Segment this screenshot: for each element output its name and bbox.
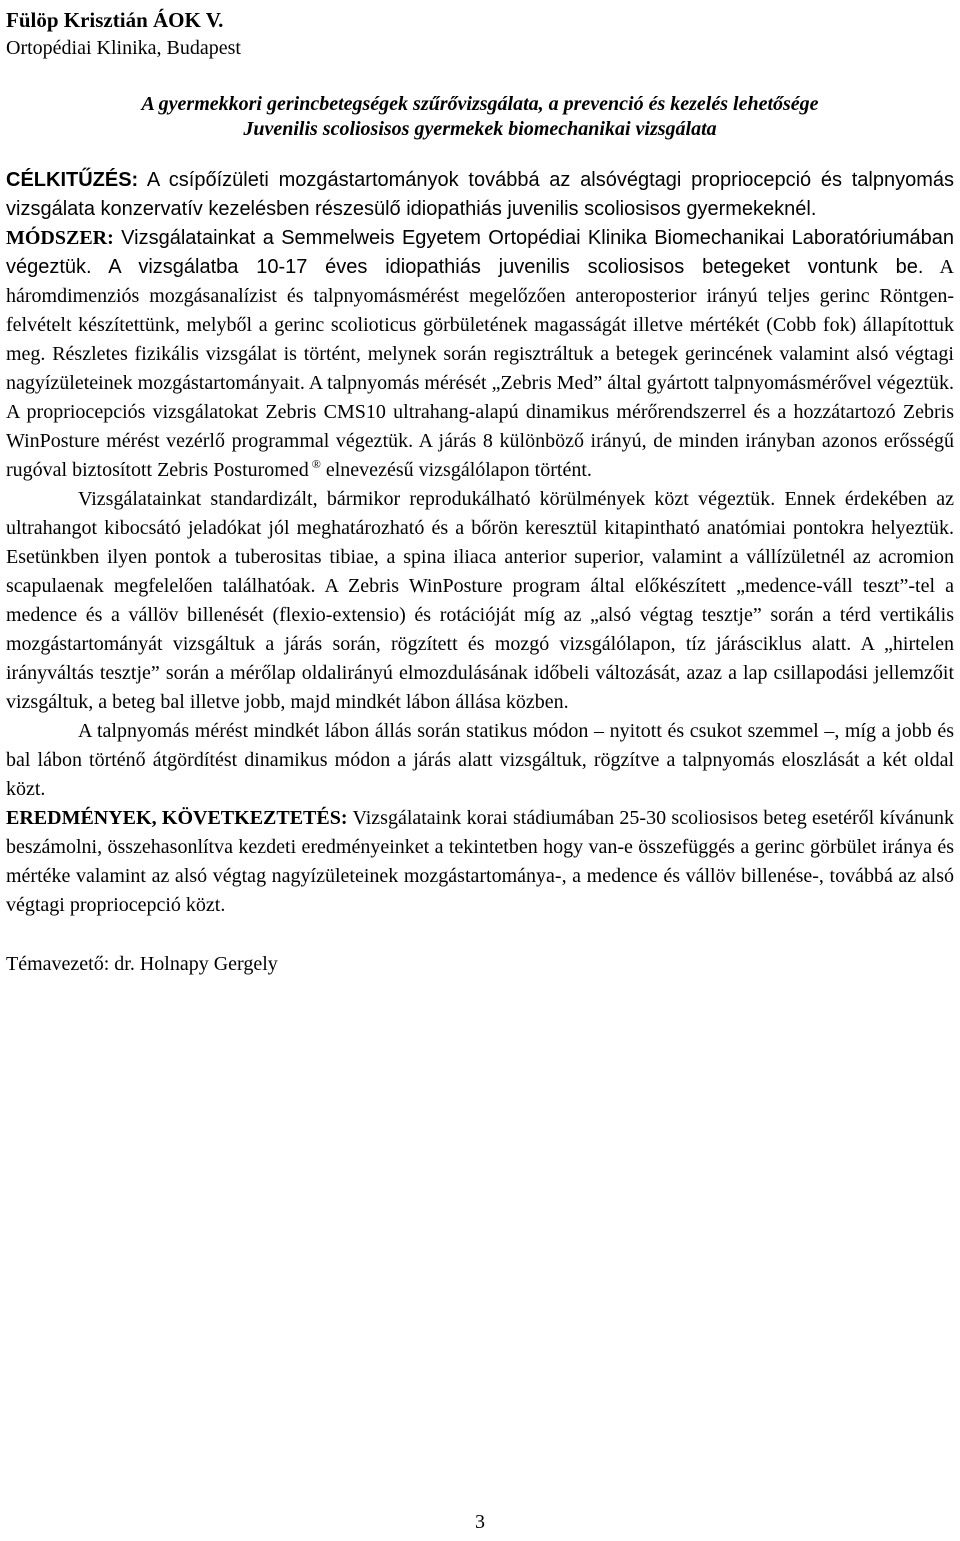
aim-paragraph — [6, 166, 954, 224]
results-paragraph — [6, 804, 954, 920]
title-block — [6, 92, 954, 142]
standardization-paragraph: Vizsgálatainkat standardizált, bármikor reprodukálható körülmények közt végeztük. Ennek érdekében az ultrahangot kibocsátó jeladókat jól meghatározható és a bőrön keresztül kitapintható anatómiai pontokra helyeztük. Esetünkben ilyen pontok a tuberositas tibiae, a spina iliaca anterior superior, valamint a vállízületnél az acromion scapulaenak megfelelően találhatóak. A Zebris WinPosture program által előkészített „medence-váll teszt”-tel a medence és a vállöv billenését (flexio-extensio) és rotációját míg az „alsó végtag tesztje” során a térd vertikális mozgástartományát vizsgáltuk a járás során, rögzített és mozgó vizsgálólapon, tíz járásciklus alatt. A „hirtelen irányváltás tesztje” során a mérőlap oldalirányú elmozdulásának időbeli változását, azaz a lap csillapodási jellemzőit vizsgáltuk, a beteg bal illetve jobb, majd mindkét lábon állása közben. — [6, 488, 954, 713]
method-text-end: elnevezésű vizsgálólapon történt. — [320, 459, 592, 481]
method-heading: MÓDSZER: — [6, 227, 114, 249]
author-name: Fülöp Krisztián ÁOK V. — [6, 8, 224, 32]
results-heading: EREDMÉNYEK, KÖVETKEZTETÉS: — [6, 807, 348, 829]
institution: Ortopédiai Klinika, Budapest — [6, 37, 241, 59]
main-title: A gyermekkori gerincbetegségek szűrővizsgálata, a prevenció és kezelés lehetősége — [141, 93, 819, 115]
plantar-pressure-paragraph: A talpnyomás mérést mindkét lábon állás során statikus módon – nyitott és csukot szemmel –, míg a jobb és bal lábon történő átgördítést dinamikus módon a járás alatt vizsgáltuk, rögzítve a talpnyomás eloszlását a két oldal közt. — [6, 720, 954, 800]
aim-heading: CÉLKITŰZÉS: — [6, 169, 139, 191]
method-text-sans: Vizsgálatainkat a Semmelweis Egyetem Ortopédiai Klinika Biomechanikai Laboratóriumában végeztük. A vizsgálatba 10-17 éves idiopathiás juvenilis scoliosisos betegeket vontunk be. — [6, 227, 954, 278]
sub-title: Juvenilis scoliosisos gyermekek biomechanikai vizsgálata — [243, 118, 717, 140]
supervisor-line: Témavezető: dr. Holnapy Gergely — [6, 953, 278, 975]
results-text: Vizsgálataink korai stádiumában 25-30 scoliosisos beteg esetéről kívánunk beszámolni, összehasonlítva kezdeti eredményeinket a tekintetben hogy van-e összefüggés a gerinc görbület iránya és mértéke valamint az alsó végtag nagyízületeinek mozgástartománya-, a medence és vállöv billenése-, továbbá az alsó végtagi propriocepció közt. — [6, 807, 954, 916]
method-paragraph — [6, 224, 954, 485]
method-text: A háromdimenziós mozgásanalízist és talpnyomásmérést megelőzően anteroposterior irányú teljes gerinc Röntgen-felvételt készítettünk, melyből a gerinc scolioticus görbületének magasságát illetve mértékét (Cobb fok) állapítottuk meg. Részletes fizikális vizsgálat is történt, melynek során regisztráltuk a betegek gerincének valamint alsó végtagi nagyízületeinek mozgástartományait. A talpnyomás mérését „Zebris Med” által gyártott talpnyomásmérővel végeztük. A propriocepciós vizsgálatokat Zebris CMS10 ultrahang-alapú dinamikus mérőrendszerrel és a hozzátartozó Zebris WinPosture mérést vezérlő programmal végeztük. A járás 8 különböző irányú, de minden irányban azonos erősségű rugóval biztosított Zebris Posturomed — [6, 256, 954, 481]
page-number: 3 — [475, 1511, 485, 1533]
registered-mark: ® — [311, 457, 321, 472]
aim-text: A csípőízületi mozgástartományok továbbá az alsóvégtagi propriocepció és talpnyomás vizsgálata konzervatív kezelésben részesülő idiopathiás juvenilis scoliosisos gyermekeknél. — [6, 169, 954, 220]
document-page — [6, 6, 954, 978]
